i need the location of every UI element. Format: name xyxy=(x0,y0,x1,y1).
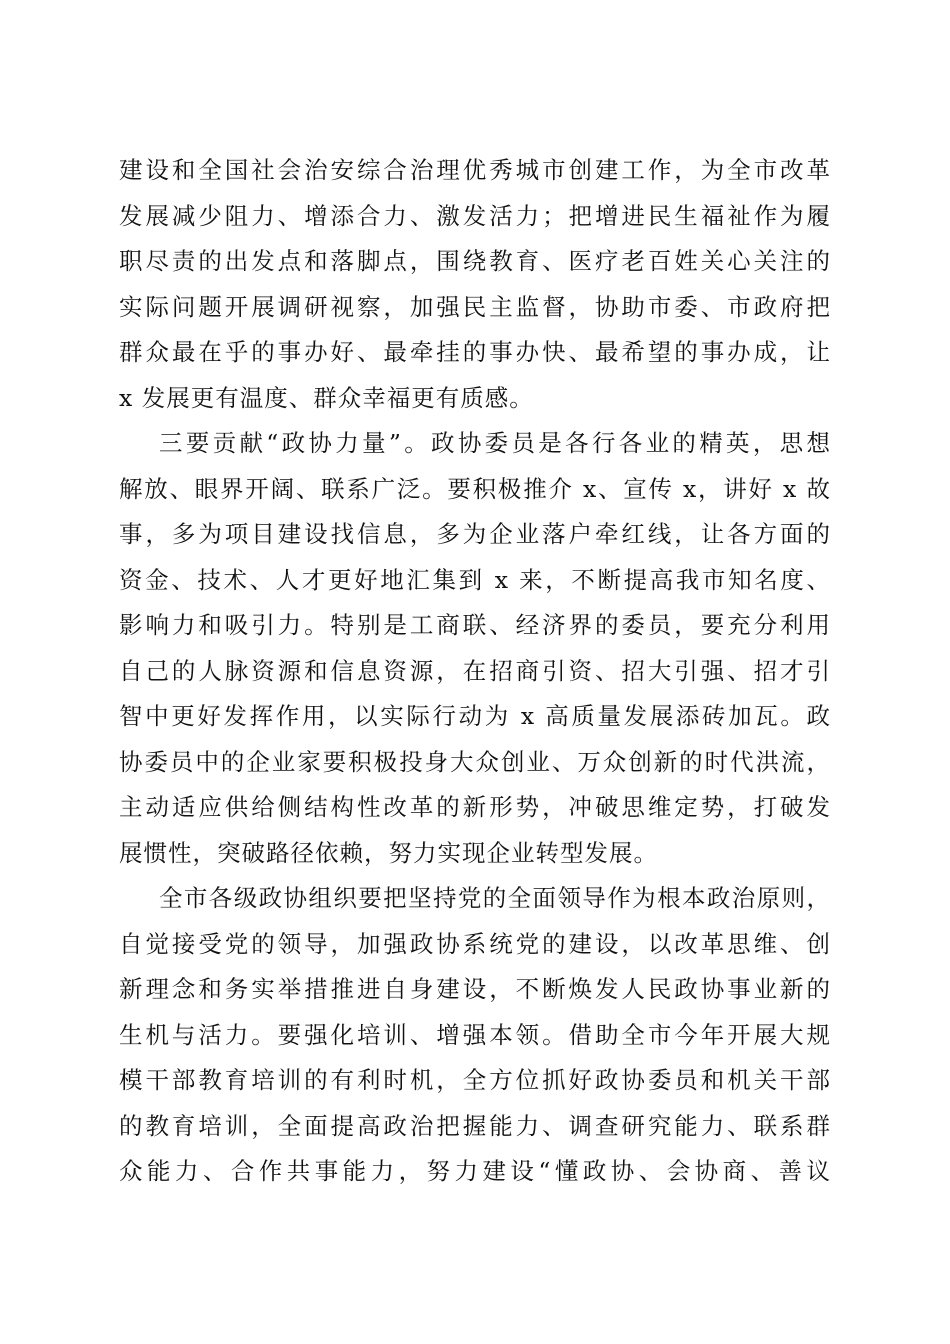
text-line: 影响力和吸引力。特别是工商联、经济界的委员，要充分利用 xyxy=(119,611,831,639)
text-line: 协委员中的企业家要积极投身大众创业、万众创新的时代洪流， xyxy=(119,747,831,776)
text-line: 事，多为项目建设找信息，多为企业落户牵红线，让各方面的 xyxy=(119,520,831,548)
text-line: 的教育培训，全面提高政治把握能力、调查研究能力、联系群 xyxy=(119,1111,831,1140)
text-line: 实际问题开展调研视察，加强民主监督，协助市委、市政府把 xyxy=(119,292,831,321)
text-line: 全市各级政协组织要把坚持党的全面领导作为根本政治原则， xyxy=(159,884,831,912)
text-line: 资金、技术、人才更好地汇集到 x 来，不断提高我市知名度、 xyxy=(119,565,831,594)
text-line: 展惯性，突破路径依赖，努力实现企业转型发展。 xyxy=(119,838,658,867)
text-line: 自己的人脉资源和信息资源，在招商引资、招大引强、招才引 xyxy=(119,656,831,685)
text-line: 主动适应供给侧结构性改革的新形势，冲破思维定势，打破发 xyxy=(119,793,831,821)
text-line: 职尽责的出发点和落脚点，围绕教育、医疗老百姓关心关注的 xyxy=(119,247,831,275)
text-line: 建设和全国社会治安综合治理优秀城市创建工作，为全市改革 xyxy=(119,156,831,184)
text-line: 群众最在乎的事办好、最牵挂的事办快、最希望的事办成，让 xyxy=(119,338,831,366)
text-line: 发展减少阻力、增添合力、激发活力；把增进民生福祉作为履 xyxy=(119,201,831,230)
text-line: 生机与活力。要强化培训、增强本领。借助全市今年开展大规 xyxy=(119,1020,831,1049)
text-line: 众能力、合作共事能力，努力建设“懂政协、会协商、善议 xyxy=(119,1157,831,1185)
text-line: 智中更好发挥作用，以实际行动为 x 高质量发展添砖加瓦。政 xyxy=(119,702,831,730)
text-line: 三要贡献“政协力量”。政协委员是各行各业的精英，思想 xyxy=(159,429,831,457)
text-line: 模干部教育培训的有利时机，全方位抓好政协委员和机关干部 xyxy=(119,1066,831,1094)
text-line: 新理念和务实举措推进自身建设，不断焕发人民政协事业新的 xyxy=(119,975,831,1003)
text-line: 解放、眼界开阔、联系广泛。要积极推介 x、宣传 x，讲好 x 故 xyxy=(119,474,831,503)
text-line: 自觉接受党的领导，加强政协系统党的建设，以改革思维、创 xyxy=(119,929,831,958)
text-line: x 发展更有温度、群众幸福更有质感。 xyxy=(119,383,534,412)
